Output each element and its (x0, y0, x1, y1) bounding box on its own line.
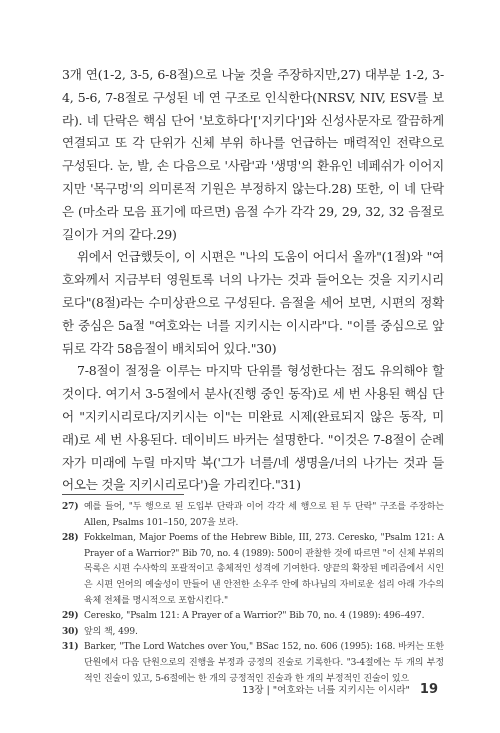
running-head: 13장 | "여호와는 너를 지키시는 이시라" (242, 685, 410, 696)
footnote-text: Fokkelman, Major Poems of the Hebrew Bible, III, 273. Ceresko, "Psalm 121: A Prayer of a Warrior?" Bib 70, no. 4 (1989): 500이 관찰한 것에 따르면 "이 신체 부위의 목록은 시편 수사학의 포괄적이고 총체적인 성격에 기여한다. 양끝의 확장된 메리즘에서 시인은 시편 언어의 예술성이 만들어 낸 안전한 소우주 안에 하나님의 자비로운 섭리 아래 가수의 육체 전체를 명시적으로 포함시킨다." (84, 533, 444, 606)
footnotes (62, 500, 444, 687)
footnote-number: 29) (62, 611, 79, 622)
paragraph-1: 3개 연(1-2, 3-5, 6-8절)으로 나눌 것을 주장하지만,27) 대부분 1-2, 3-4, 5-6, 7-8절로 구성된 네 연 구조로 인식한다(NRSV, NIV, ESV를 보라). 네 단락은 핵심 단어 '보호하다'['지키다']와 신성사문자로 깔끔하게 연결되고 또 각 단위가 신체 부위 하나를 언급하는 매력적인 전략으로 구성된다. 눈, 발, 손 다음으로 '사람'과 '생명'의 환유인 네페쉬가 이어지지만 '목구멍'의 의미론적 기원은 부정하지 않는다.28) 또한, 이 네 단락은 (마소라 모음 표기에 따르면) 음절 수가 각각 29, 29, 32, 32 음절로 길이가 거의 같다.29) (62, 67, 444, 242)
footnote-text: Barker, "The Lord Watches over You," BSac 152, no. 606 (1995): 168. 바커는 또한 단원에서 다음 단원으로의 진행을 부정과 긍정의 진술로 기록한다. "3-4절에는 두 개의 부정적인 진술이 있고, 5-6절에는 한 개의 긍정적인 진술과 한 개의 부정적인 진술이 있으 (84, 642, 444, 684)
footnote-text: 예를 들어, "두 행으로 된 도입부 단락과 이어 각각 세 행으로 된 두 단락" 구조를 주장하는 Allen, Psalms 101–150, 207을 보라. (84, 502, 444, 528)
footnote-number: 28) (62, 533, 79, 544)
footnote-31 (62, 640, 444, 687)
footnote-number: 27) (62, 502, 79, 512)
footnote-text: 앞의 책, 499. (84, 626, 138, 637)
footnote-27 (62, 500, 444, 531)
footnote-number: 31) (62, 642, 79, 653)
footnote-28 (62, 531, 444, 609)
footnote-30 (62, 625, 444, 641)
page-footer (242, 682, 438, 697)
page-number: 19 (419, 682, 438, 697)
footnote-number: 30) (62, 626, 79, 637)
paragraph-2: 위에서 언급했듯이, 이 시편은 "나의 도움이 어디서 올까"(1절)와 "여호와께서 지금부터 영원토록 너의 나가는 것과 들어오는 것을 지키시리로다"(8절)라는 수미상관으로 구성된다. 음절을 세어 보면, 시편의 정확한 중심은 5a절 "여호와는 너를 지키시는 이시라"다. "이를 중심으로 앞뒤로 각각 58음절이 배치되어 있다."30) (62, 249, 444, 356)
main-text (62, 64, 444, 497)
footnote-29 (62, 609, 444, 625)
footnote-divider (62, 494, 184, 495)
paragraph-3: 7-8절이 절정을 이루는 마지막 단위를 형성한다는 점도 유의해야 할 것이다. 여기서 3-5절에서 분사(진행 중인 동작)로 세 번 사용된 핵심 단어 "지키시리로다/지키시는 이"는 미완료 시제(완료되지 않은 동작, 미래)로 세 번 사용된다. 데이비드 바커는 설명한다. "이것은 7-8절이 순례자가 미래에 누릴 마지막 복('그가 너를/네 생명을/너의 나가는 것과 들어오는 것을 지키시리로다')을 가리킨다."31) (62, 363, 444, 493)
footnote-text: Ceresko, "Psalm 121: A Prayer of a Warrior?" Bib 70, no. 4 (1989): 496–497. (84, 611, 425, 622)
